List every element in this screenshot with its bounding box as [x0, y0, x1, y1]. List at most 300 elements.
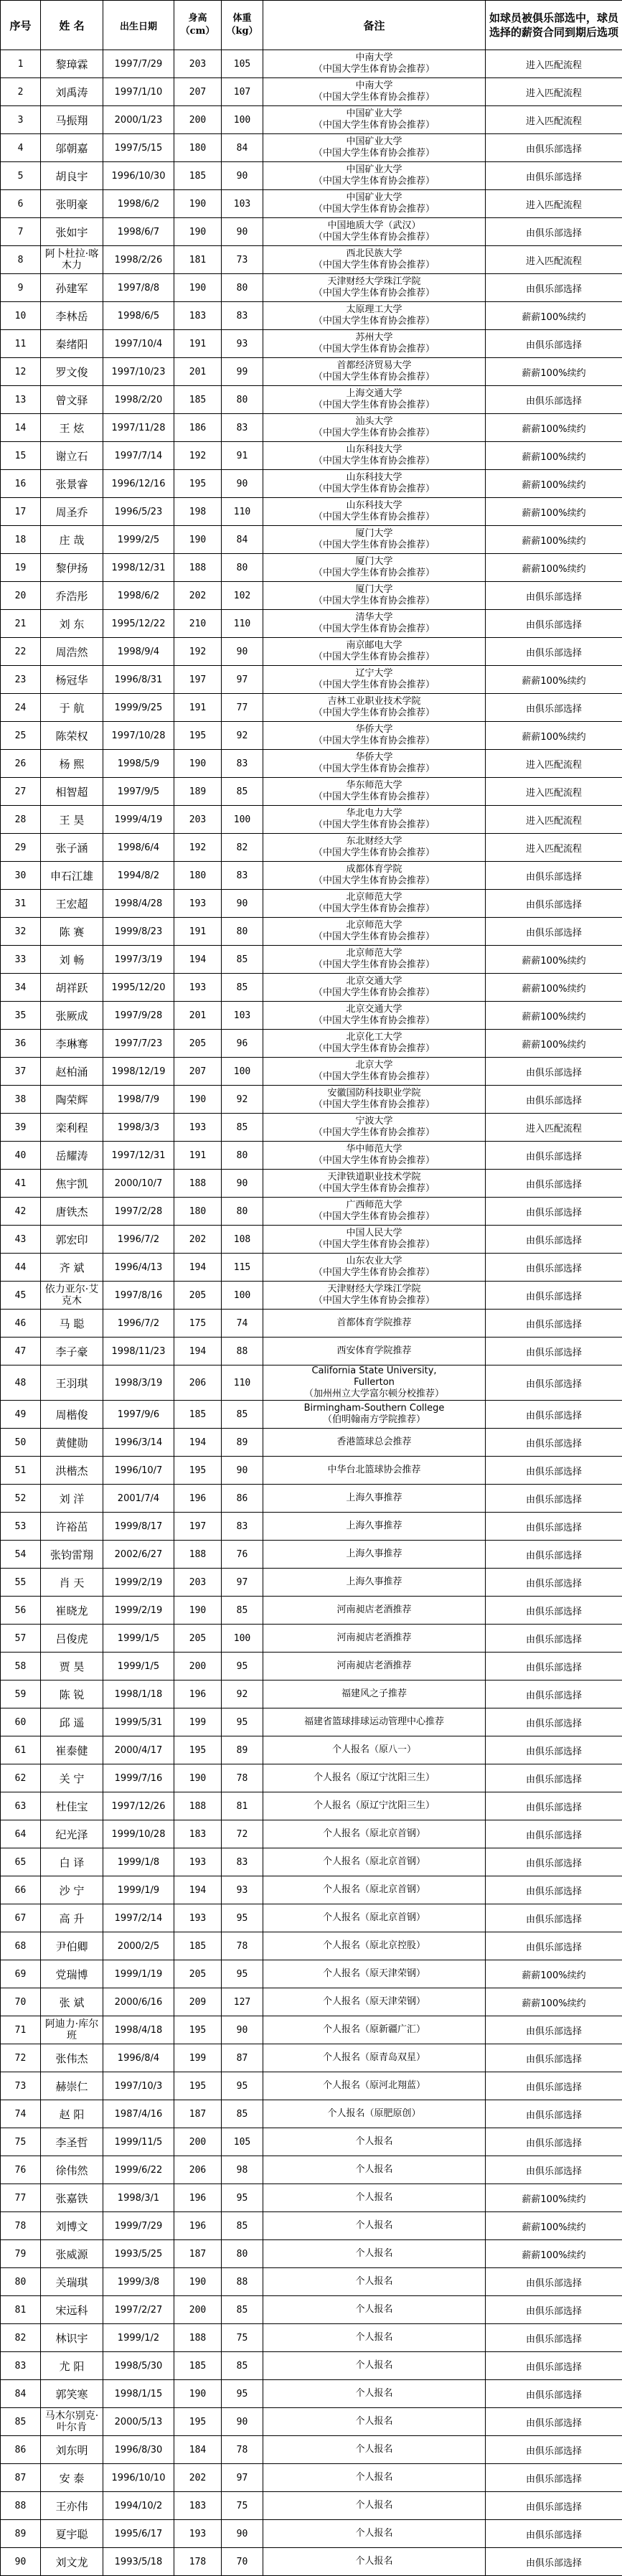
table-row: [1, 1002, 622, 1030]
row-index: 35: [1, 1002, 41, 1030]
remarks: 中南大学 （中国大学生体育协会推荐）: [263, 78, 486, 106]
row-index: 84: [1, 2380, 41, 2408]
weight-kg: 80: [222, 1142, 263, 1170]
remarks: 天津铁道职业技术学院 （中国大学生体育协会推荐）: [263, 1170, 486, 1198]
contract-option: 由俱乐部选择: [486, 1142, 622, 1170]
table-row: [1, 806, 622, 834]
birth-date: 1997/7/14: [103, 442, 174, 470]
weight-kg: 110: [222, 610, 263, 638]
table-row: [1, 2436, 622, 2464]
contract-option: 进入匹配流程: [486, 1114, 622, 1142]
player-name: 阿卜杜拉·喀木力: [41, 246, 103, 274]
weight-kg: 90: [222, 2520, 263, 2548]
birth-date: 1998/1/18: [103, 1680, 174, 1708]
birth-date: 1997/7/29: [103, 50, 174, 78]
row-index: 27: [1, 778, 41, 806]
row-index: 33: [1, 946, 41, 974]
row-index: 69: [1, 1960, 41, 1988]
table-row: [1, 2492, 622, 2520]
weight-kg: 85: [222, 1114, 263, 1142]
player-name: 申石江雄: [41, 862, 103, 890]
height-cm: 202: [174, 2464, 222, 2492]
weight-kg: 95: [222, 1960, 263, 1988]
height-cm: 206: [174, 2156, 222, 2184]
height-cm: 188: [174, 2324, 222, 2352]
row-index: 68: [1, 1932, 41, 1960]
row-index: 82: [1, 2324, 41, 2352]
player-name: 马 聪: [41, 1310, 103, 1338]
birth-date: 1994/10/2: [103, 2492, 174, 2520]
birth-date: 1996/10/10: [103, 2464, 174, 2492]
row-index: 24: [1, 694, 41, 722]
birth-date: 1996/7/2: [103, 1226, 174, 1254]
birth-date: 1997/9/28: [103, 1002, 174, 1030]
contract-option: 由俱乐部选择: [486, 1429, 622, 1457]
weight-kg: 100: [222, 1058, 263, 1086]
player-name: 于 航: [41, 694, 103, 722]
weight-kg: 103: [222, 190, 263, 218]
table-row: [1, 2408, 622, 2436]
remarks: 河南昶店老酒推荐: [263, 1625, 486, 1653]
remarks: 华中师范大学 （中国大学生体育协会推荐）: [263, 1142, 486, 1170]
player-name: 孙建军: [41, 274, 103, 302]
height-cm: 201: [174, 1002, 222, 1030]
weight-kg: 95: [222, 2380, 263, 2408]
row-index: 32: [1, 918, 41, 946]
player-name: 杜佳宝: [41, 1792, 103, 1820]
height-cm: 195: [174, 722, 222, 750]
player-name: 阿迪力·库尔班: [41, 2016, 103, 2044]
row-index: 34: [1, 974, 41, 1002]
table-row: [1, 1030, 622, 1058]
contract-option: 薪薪100%续约: [486, 666, 622, 694]
row-index: 43: [1, 1226, 41, 1254]
height-cm: 203: [174, 806, 222, 834]
row-index: 44: [1, 1254, 41, 1282]
height-cm: 192: [174, 638, 222, 666]
row-index: 31: [1, 890, 41, 918]
row-index: 47: [1, 1338, 41, 1365]
contract-option: 薪薪100%续约: [486, 470, 622, 498]
remarks: 首都体育学院推荐: [263, 1310, 486, 1338]
height-cm: 195: [174, 470, 222, 498]
player-name: 周楷俊: [41, 1401, 103, 1429]
player-name: 谢立石: [41, 442, 103, 470]
table-row: [1, 610, 622, 638]
player-name: 张子涵: [41, 834, 103, 862]
weight-kg: 90: [222, 162, 263, 190]
weight-kg: 100: [222, 106, 263, 134]
remarks: 北京大学 （中国大学生体育协会推荐）: [263, 1058, 486, 1086]
remarks: 上海久事推荐: [263, 1513, 486, 1541]
birth-date: 1997/10/4: [103, 330, 174, 358]
birth-date: 1998/1/15: [103, 2380, 174, 2408]
contract-option: 由俱乐部选择: [486, 1058, 622, 1086]
row-index: 23: [1, 666, 41, 694]
player-name: 尹伯卿: [41, 1932, 103, 1960]
height-cm: 190: [174, 2380, 222, 2408]
contract-option: 由俱乐部选择: [486, 1653, 622, 1680]
birth-date: 1997/9/5: [103, 778, 174, 806]
remarks: 个人报名: [263, 2324, 486, 2352]
table-row: [1, 1058, 622, 1086]
weight-kg: 110: [222, 1365, 263, 1401]
table-row: [1, 2044, 622, 2072]
row-index: 80: [1, 2268, 41, 2296]
player-name: 夏宇聪: [41, 2520, 103, 2548]
remarks: 北京师范大学 （中国大学生体育协会推荐）: [263, 946, 486, 974]
height-cm: 175: [174, 1310, 222, 1338]
birth-date: 1998/5/9: [103, 750, 174, 778]
contract-option: 薪薪100%续约: [486, 946, 622, 974]
remarks: 山东科技大学 （中国大学生体育协会推荐）: [263, 442, 486, 470]
weight-kg: 92: [222, 1680, 263, 1708]
row-index: 26: [1, 750, 41, 778]
birth-date: 2000/1/23: [103, 106, 174, 134]
table-row: [1, 1282, 622, 1310]
contract-option: 由俱乐部选择: [486, 1764, 622, 1792]
row-index: 50: [1, 1429, 41, 1457]
remarks: 个人报名: [263, 2492, 486, 2520]
height-cm: 194: [174, 1338, 222, 1365]
player-name: 吕俊虎: [41, 1625, 103, 1653]
table-row: [1, 1653, 622, 1680]
table-row: [1, 554, 622, 582]
table-row: [1, 834, 622, 862]
table-row: [1, 2072, 622, 2100]
birth-date: 1998/2/20: [103, 386, 174, 414]
height-cm: 193: [174, 2520, 222, 2548]
weight-kg: 90: [222, 890, 263, 918]
table-row: [1, 1960, 622, 1988]
weight-kg: 92: [222, 722, 263, 750]
row-index: 12: [1, 358, 41, 386]
player-name: 刘文龙: [41, 2548, 103, 2576]
birth-date: 1997/12/26: [103, 1792, 174, 1820]
row-index: 13: [1, 386, 41, 414]
weight-kg: 96: [222, 1030, 263, 1058]
height-cm: 190: [174, 2268, 222, 2296]
row-index: 36: [1, 1030, 41, 1058]
remarks: 辽宁大学 （中国大学生体育协会推荐）: [263, 666, 486, 694]
contract-option: 由俱乐部选择: [486, 918, 622, 946]
table-row: [1, 414, 622, 442]
height-cm: 188: [174, 1170, 222, 1198]
row-index: 58: [1, 1653, 41, 1680]
table-row: [1, 330, 622, 358]
contract-option: 由俱乐部选择: [486, 274, 622, 302]
weight-kg: 70: [222, 2548, 263, 2576]
table-row: [1, 778, 622, 806]
height-cm: 187: [174, 2240, 222, 2268]
contract-option: 薪薪100%续约: [486, 414, 622, 442]
weight-kg: 80: [222, 386, 263, 414]
player-name: 罗文俊: [41, 358, 103, 386]
table-row: [1, 722, 622, 750]
remarks: 苏州大学 （中国大学生体育协会推荐）: [263, 330, 486, 358]
weight-kg: 90: [222, 470, 263, 498]
contract-option: 由俱乐部选择: [486, 2436, 622, 2464]
birth-date: 1993/5/18: [103, 2548, 174, 2576]
weight-kg: 81: [222, 1792, 263, 1820]
height-cm: 201: [174, 358, 222, 386]
remarks: 中国地质大学（武汉） （中国大学生体育协会推荐）: [263, 218, 486, 246]
remarks: 个人报名（原河北翔蓝）: [263, 2072, 486, 2100]
player-name: 张厥成: [41, 1002, 103, 1030]
weight-kg: 78: [222, 1932, 263, 1960]
player-name: 高 升: [41, 1904, 103, 1932]
table-row: [1, 1429, 622, 1457]
birth-date: 1995/12/22: [103, 610, 174, 638]
row-index: 41: [1, 1170, 41, 1198]
contract-option: 由俱乐部选择: [486, 1708, 622, 1736]
remarks: 厦门大学 （中国大学生体育协会推荐）: [263, 582, 486, 610]
contract-option: 薪薪100%续约: [486, 1988, 622, 2016]
contract-option: 由俱乐部选择: [486, 1792, 622, 1820]
weight-kg: 107: [222, 78, 263, 106]
birth-date: 1998/12/19: [103, 1058, 174, 1086]
birth-date: 1993/5/25: [103, 2240, 174, 2268]
weight-kg: 80: [222, 918, 263, 946]
row-index: 77: [1, 2184, 41, 2212]
contract-option: 薪薪100%续约: [486, 1002, 622, 1030]
birth-date: 1998/2/26: [103, 246, 174, 274]
weight-kg: 102: [222, 582, 263, 610]
remarks: 个人报名: [263, 2520, 486, 2548]
weight-kg: 100: [222, 1282, 263, 1310]
player-name: 焦宇凯: [41, 1170, 103, 1198]
contract-option: 薪薪100%续约: [486, 302, 622, 330]
height-cm: 197: [174, 666, 222, 694]
row-index: 28: [1, 806, 41, 834]
contract-option: 由俱乐部选择: [486, 2324, 622, 2352]
remarks: 个人报名（原北京首钢）: [263, 1904, 486, 1932]
table-row: [1, 246, 622, 274]
contract-option: 由俱乐部选择: [486, 1597, 622, 1625]
table-row: [1, 218, 622, 246]
height-cm: 205: [174, 1282, 222, 1310]
birth-date: 1996/12/16: [103, 470, 174, 498]
row-index: 20: [1, 582, 41, 610]
birth-date: 1997/11/28: [103, 414, 174, 442]
contract-option: 由俱乐部选择: [486, 1226, 622, 1254]
birth-date: 2000/2/5: [103, 1932, 174, 1960]
height-cm: 183: [174, 302, 222, 330]
contract-option: 进入匹配流程: [486, 778, 622, 806]
row-index: 71: [1, 2016, 41, 2044]
player-name: 崔泰健: [41, 1736, 103, 1764]
remarks: 上海交通大学 （中国大学生体育协会推荐）: [263, 386, 486, 414]
remarks: 香港篮球总会推荐: [263, 1429, 486, 1457]
player-name: 周浩然: [41, 638, 103, 666]
table-row: [1, 1310, 622, 1338]
weight-kg: 97: [222, 666, 263, 694]
table-row: [1, 50, 622, 78]
birth-date: 1998/3/1: [103, 2184, 174, 2212]
contract-option: 进入匹配流程: [486, 190, 622, 218]
remarks: 中华台北篮球协会推荐: [263, 1457, 486, 1485]
remarks: 个人报名（原八一）: [263, 1736, 486, 1764]
birth-date: 1996/7/2: [103, 1310, 174, 1338]
contract-option: 进入匹配流程: [486, 106, 622, 134]
birth-date: 1998/6/7: [103, 218, 174, 246]
player-name: 尤 阳: [41, 2352, 103, 2380]
remarks: 中国矿业大学 （中国大学生体育协会推荐）: [263, 106, 486, 134]
table-row: [1, 2548, 622, 2576]
row-index: 76: [1, 2156, 41, 2184]
contract-option: 由俱乐部选择: [486, 1254, 622, 1282]
birth-date: 1999/1/5: [103, 1625, 174, 1653]
weight-kg: 103: [222, 1002, 263, 1030]
row-index: 42: [1, 1198, 41, 1226]
contract-option: 由俱乐部选择: [486, 2464, 622, 2492]
player-name: 白 译: [41, 1848, 103, 1876]
weight-kg: 74: [222, 1310, 263, 1338]
row-index: 1: [1, 50, 41, 78]
remarks: 华东师范大学 （中国大学生体育协会推荐）: [263, 778, 486, 806]
row-index: 38: [1, 1086, 41, 1114]
contract-option: 进入匹配流程: [486, 78, 622, 106]
remarks: 个人报名: [263, 2464, 486, 2492]
weight-kg: 105: [222, 50, 263, 78]
birth-date: 1997/9/6: [103, 1401, 174, 1429]
table-row: [1, 1988, 622, 2016]
table-row: [1, 2212, 622, 2240]
row-index: 85: [1, 2408, 41, 2436]
height-cm: 205: [174, 1030, 222, 1058]
contract-option: 由俱乐部选择: [486, 2128, 622, 2156]
height-cm: 195: [174, 2072, 222, 2100]
player-name: 李圣哲: [41, 2128, 103, 2156]
table-row: [1, 1254, 622, 1282]
birth-date: 1999/1/5: [103, 1653, 174, 1680]
height-cm: 191: [174, 330, 222, 358]
remarks: 个人报名（原天津荣钢）: [263, 1960, 486, 1988]
remarks: 北京师范大学 （中国大学生体育协会推荐）: [263, 918, 486, 946]
birth-date: 2001/7/4: [103, 1485, 174, 1513]
table-row: [1, 2268, 622, 2296]
table-row: [1, 2380, 622, 2408]
height-cm: 190: [174, 1764, 222, 1792]
weight-kg: 95: [222, 2184, 263, 2212]
table-row: [1, 1680, 622, 1708]
contract-option: 由俱乐部选择: [486, 1848, 622, 1876]
birth-date: 1998/12/31: [103, 554, 174, 582]
contract-option: 薪薪100%续约: [486, 1960, 622, 1988]
table-row: [1, 162, 622, 190]
table-row: [1, 386, 622, 414]
birth-date: 1998/9/4: [103, 638, 174, 666]
player-name: 邱 遥: [41, 1708, 103, 1736]
remarks: 中国矿业大学 （中国大学生体育协会推荐）: [263, 190, 486, 218]
birth-date: 1999/6/22: [103, 2156, 174, 2184]
contract-option: 由俱乐部选择: [486, 1541, 622, 1569]
row-index: 66: [1, 1876, 41, 1904]
table-row: [1, 106, 622, 134]
height-cm: 185: [174, 1401, 222, 1429]
table-row: [1, 1932, 622, 1960]
birth-date: 1997/5/15: [103, 134, 174, 162]
remarks: 个人报名: [263, 2408, 486, 2436]
player-name: 赵柏涌: [41, 1058, 103, 1086]
height-cm: 185: [174, 386, 222, 414]
row-index: 67: [1, 1904, 41, 1932]
weight-kg: 84: [222, 134, 263, 162]
row-index: 61: [1, 1736, 41, 1764]
height-cm: 181: [174, 246, 222, 274]
weight-kg: 73: [222, 246, 263, 274]
height-cm: 190: [174, 1086, 222, 1114]
height-cm: 184: [174, 2436, 222, 2464]
row-index: 53: [1, 1513, 41, 1541]
height-cm: 193: [174, 974, 222, 1002]
birth-date: 1997/2/28: [103, 1198, 174, 1226]
row-index: 52: [1, 1485, 41, 1513]
row-index: 15: [1, 442, 41, 470]
table-row: [1, 1736, 622, 1764]
birth-date: 1998/7/9: [103, 1086, 174, 1114]
table-row: [1, 1170, 622, 1198]
height-cm: 196: [174, 1485, 222, 1513]
row-index: 90: [1, 2548, 41, 2576]
row-index: 16: [1, 470, 41, 498]
table-row: [1, 2464, 622, 2492]
birth-date: 1999/5/31: [103, 1708, 174, 1736]
contract-option: 进入匹配流程: [486, 806, 622, 834]
birth-date: 1997/1/10: [103, 78, 174, 106]
height-cm: 190: [174, 274, 222, 302]
contract-option: 由俱乐部选择: [486, 1820, 622, 1848]
height-cm: 195: [174, 1457, 222, 1485]
weight-kg: 72: [222, 1820, 263, 1848]
contract-option: 由俱乐部选择: [486, 218, 622, 246]
row-index: 49: [1, 1401, 41, 1429]
height-cm: 199: [174, 2044, 222, 2072]
remarks: 北京交通大学 （中国大学生体育协会推荐）: [263, 974, 486, 1002]
player-name: 关 宁: [41, 1764, 103, 1792]
table-row: [1, 918, 622, 946]
player-name: 胡良宇: [41, 162, 103, 190]
table-row: [1, 638, 622, 666]
player-name: 陈荣权: [41, 722, 103, 750]
weight-kg: 76: [222, 1541, 263, 1569]
contract-option: 由俱乐部选择: [486, 1569, 622, 1597]
player-name: 杨冠华: [41, 666, 103, 694]
height-cm: 190: [174, 190, 222, 218]
player-name: 沙 宁: [41, 1876, 103, 1904]
contract-option: 薪薪100%续约: [486, 974, 622, 1002]
table-row: [1, 1625, 622, 1653]
contract-option: 由俱乐部选择: [486, 2492, 622, 2520]
contract-option: 由俱乐部选择: [486, 2296, 622, 2324]
height-cm: 188: [174, 1792, 222, 1820]
player-name: 肖 天: [41, 1569, 103, 1597]
player-name: 黎璋霖: [41, 50, 103, 78]
row-index: 3: [1, 106, 41, 134]
remarks: 东北财经大学 （中国大学生体育协会推荐）: [263, 834, 486, 862]
weight-kg: 75: [222, 2324, 263, 2352]
weight-kg: 85: [222, 778, 263, 806]
remarks: California State University, Fullerton （加州州立大学富尔顿分校推荐）: [263, 1365, 486, 1401]
weight-kg: 97: [222, 2464, 263, 2492]
remarks: 华侨大学 （中国大学生体育协会推荐）: [263, 750, 486, 778]
header-remarks: 备注: [263, 1, 486, 50]
contract-option: 由俱乐部选择: [486, 890, 622, 918]
remarks: 上海久事推荐: [263, 1541, 486, 1569]
table-row: [1, 470, 622, 498]
weight-kg: 95: [222, 1653, 263, 1680]
player-name: 刘禹涛: [41, 78, 103, 106]
